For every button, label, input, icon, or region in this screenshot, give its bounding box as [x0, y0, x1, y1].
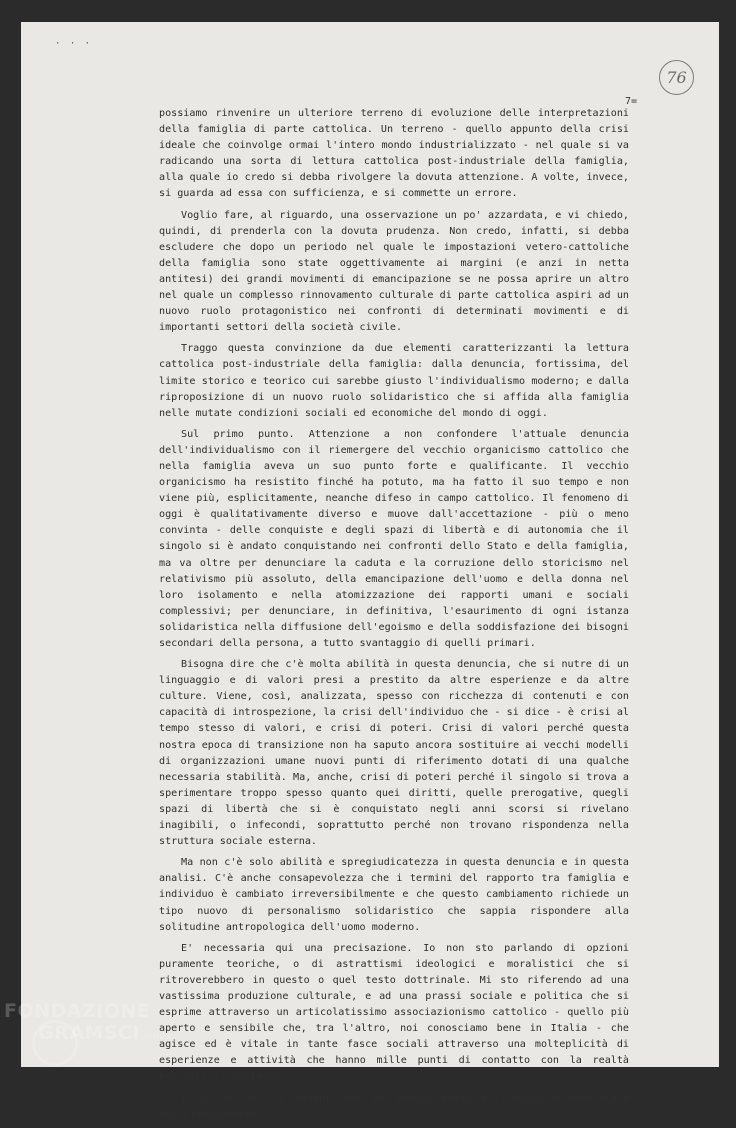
watermark-logo-icon	[32, 1020, 78, 1066]
document-page	[21, 22, 719, 1120]
watermark-sub: onlus	[144, 1032, 171, 1042]
page-number: 7=	[625, 96, 638, 107]
paragraph: possiamo rinvenire un ulteriore terreno di evoluzione delle interpretazioni della famiglia di parte cattolica. Un terreno - quello appunto della crisi ideale che coinvolge ormai l'intero mondo industrializzato - nel quale si va radicando una sorta di lettura cattolica post-industriale della famiglia, alla quale io credo si debba rivolgere la dovuta attenzione. A volte, invece, si guarda ad essa con sufficienza, e si commette un errore.	[159, 108, 629, 200]
paragraph: E' necessaria qui una precisazione. Io non sto parlando di opzioni puramente teoriche, o di astrattismi ideologici e moralistici che si ritroverebbero in questo o quel testo dottrinale. Mi sto riferendo ad una vastissima produzione culturale, e ad una prassi sociale e politica che si esprime attraverso un articolatissimo associazionismo cattolico - quello più aperto e sensibile che, tra l'altro, noi conosciamo bene in Italia - che agisce ed è vitale in tante fasce sociali attraverso una molteplicità di esperienze e attività che hanno mille punti di contatto con la realtà politica circostante.	[159, 942, 629, 1083]
folio-number: 76	[666, 68, 687, 87]
body-text	[159, 106, 629, 1128]
paragraph: Voglio fare, al riguardo, una osservazione un po' azzardata, e vi chiedo, quindi, di prenderla con la dovuta prudenza. Non credo, infatti, si debba escludere che dopo un periodo nel quale le impostazioni vetero-cattoliche della famiglia sono state oggettivamente ai margini (e anzi in netta antitesi) dei grandi movimenti di emancipazione se ne possa aprire un altro nel quale un complesso rinnovamento culturale di parte cattolica aspiri ad un nuovo ruolo protagonistico nei confronti di determinati movimenti e di importanti settori della società civile.	[159, 209, 629, 334]
watermark-line2	[4, 1022, 171, 1048]
folio-number-stamp	[659, 60, 694, 95]
paragraph: Sul primo punto. Attenzione a non confondere l'attuale denuncia dell'individualismo con il riemergere del vecchio organicismo cattolico che nella famiglia aveva un suo punto forte e qualificante. Il vecchio organicismo ha resistito finché ha potuto, ma ha fatto il suo tempo e non viene più, esplicitamente, neanche difeso in campo cattolico. Il fenomeno di oggi è qualitativamente diverso e muove dall'accettazione - più o meno convinta - delle conquiste e degli spazi di libertà e di autonomia che il singolo si è andato conquistando nei confronti dello Stato e della famiglia, ma va oltre per denunciare la caduta e la corruzione dello storicismo nel relativismo più assoluto, della emancipazione dell'uomo e della donna nel loro isolamento e nella atomizzazione dei rapporti umani e sociali complessivi; per denunciare, in definitiva, l'esaurimento di ogni istanza solidaristica nella diffusione dell'egoismo e della soddisfazione dei bisogni secondari della persona, a tutto svantaggio di quelli primari.	[159, 428, 629, 649]
watermark-line1: FONDAZIONE	[4, 1000, 151, 1022]
paragraph: Bisogna dire che c'è molta abilità in questa denuncia, che si nutre di un linguaggio e di valori presi a prestito da altre esperienze e da altre culture. Viene, così, analizzata, spesso con ricchezza di contenuti e con capacità di introspezione, la crisi dell'individuo che - si dice - è crisi al tempo stesso di valori, e crisi di poteri. Crisi di valori perché questa nostra epoca di transizione non ha saputo ancora sostituire ai vecchi modelli di organizzazioni umane nuovi punti di riferimento dotati di una qualche necessaria stabilità. Ma, anche, crisi di poteri perché il singolo si trova a sperimentare troppo spesso quanto quei diritti, quelle prerogative, quegli spazi di libertà che si è conquistato negli anni scorsi si rivelano inagibili, o infecondi, soprattutto perché non trovano rispondenza nella struttura sociale esterna.	[159, 659, 629, 848]
corner-mark: · · ·	[55, 39, 93, 49]
watermark-line2-text: GRAMSCI	[38, 1022, 141, 1044]
paragraph: Ma non c'è solo abilità e spregiudicatezza in questa denuncia e in questa analisi. C'è anche consapevolezza che i termini del rapporto tra famiglia e individuo è cambiato irreversibilmente e che questo cambiamento richiede un tipo nuovo di personalismo solidaristico che sappia rispondere alla solitudine antropologica dell'uomo moderno.	[159, 857, 629, 933]
paragraph: Ecco, se noi ci addentriamo in questo mondo articolato e molecolare scorgiamo presto	[159, 1092, 629, 1120]
archive-watermark	[4, 1000, 171, 1048]
paragraph: Traggo questa convinzione da due elementi caratterizzanti la lettura cattolica post-industriale della famiglia: dalla denuncia, fortissima, del limite storico e teorico cui sarebbe giusto l'individualismo moderno; e dalla riproposizione di un nuovo ruolo solidaristico che si affida alla famiglia nelle mutate condizioni sociali ed economiche del mondo di oggi.	[159, 343, 629, 419]
